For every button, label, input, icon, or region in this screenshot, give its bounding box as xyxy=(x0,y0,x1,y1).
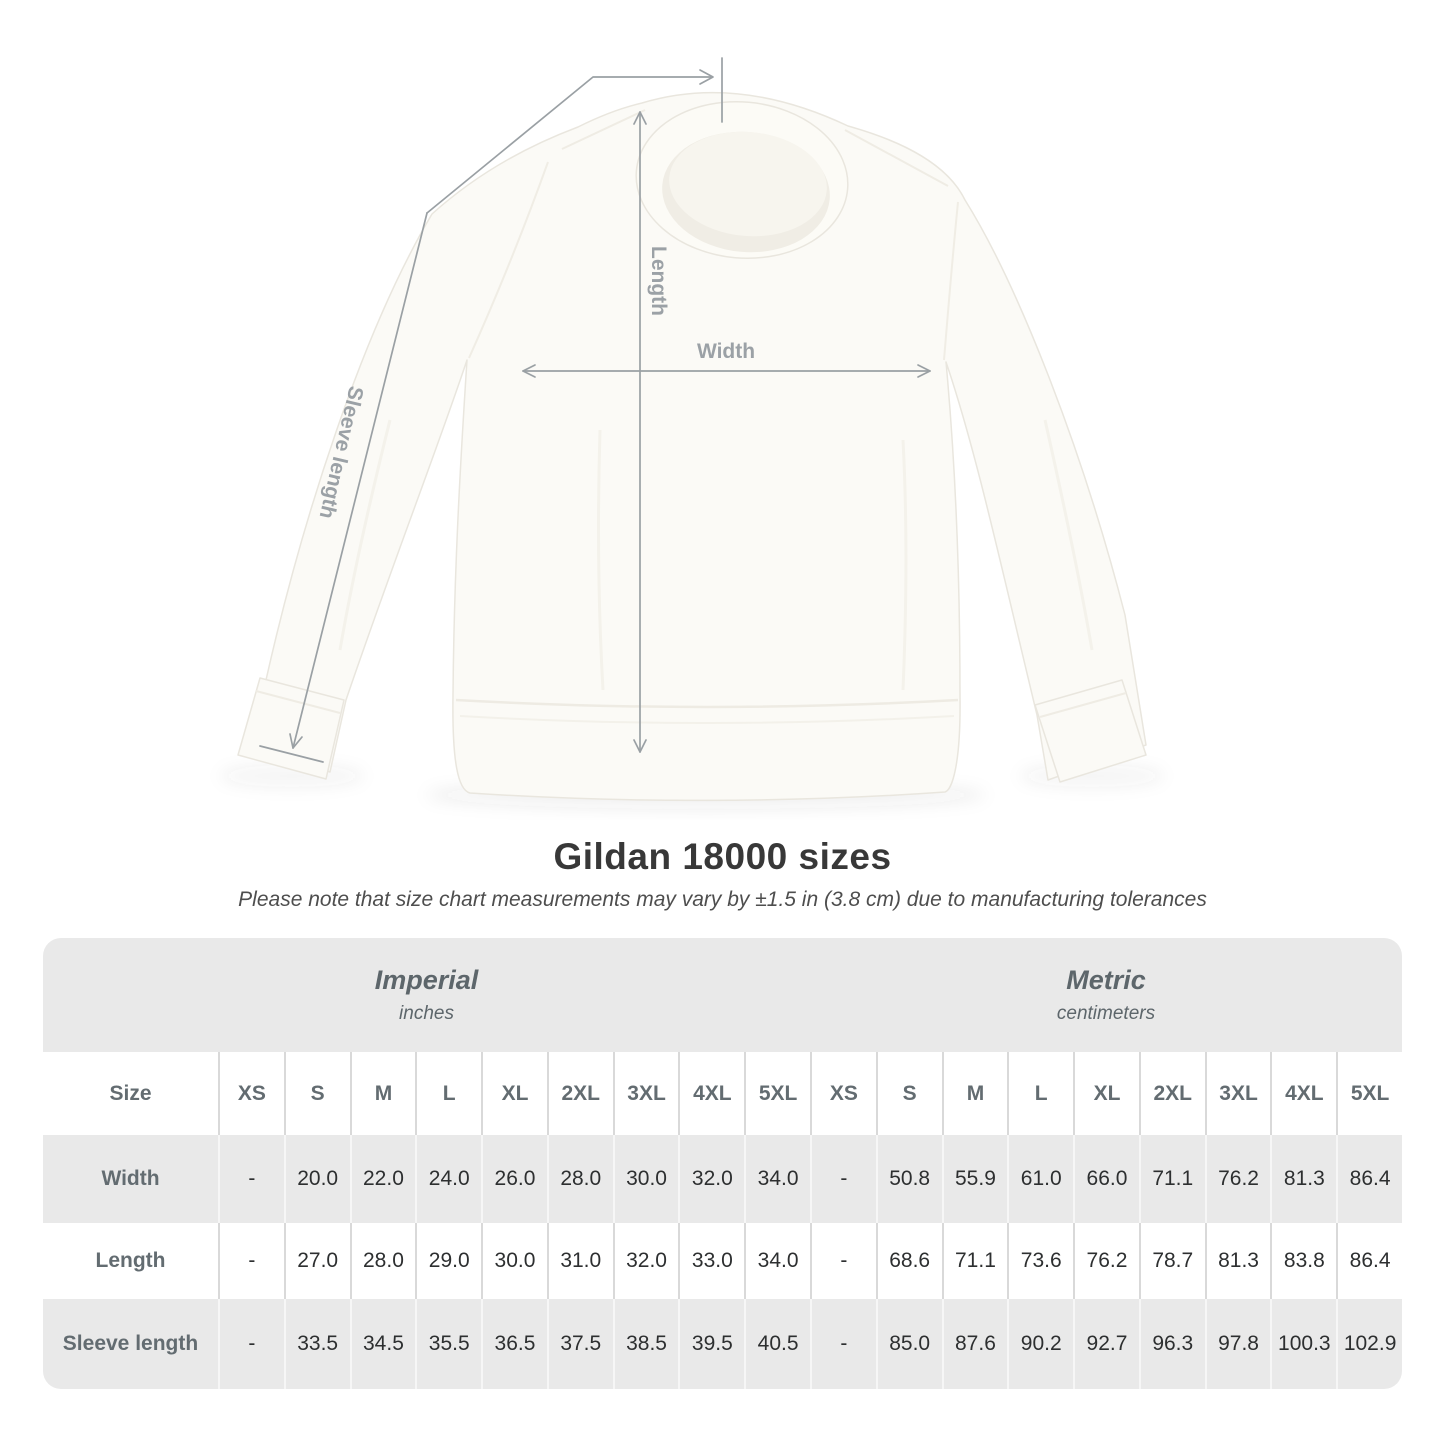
size-column-header-metric-s: S xyxy=(876,1052,942,1135)
value-cell: 76.2 xyxy=(1073,1223,1139,1299)
value-cell: 66.0 xyxy=(1073,1135,1139,1223)
value-cell: 33.5 xyxy=(284,1299,350,1389)
value-cell: - xyxy=(218,1299,284,1389)
value-cell: 31.0 xyxy=(547,1223,613,1299)
size-column-header-imperial-xl: XL xyxy=(481,1052,547,1135)
value-cell: 68.6 xyxy=(876,1223,942,1299)
value-cell: 32.0 xyxy=(613,1223,679,1299)
value-cell: 76.2 xyxy=(1205,1135,1271,1223)
length-label: Length xyxy=(647,246,670,316)
size-column-header-imperial-3xl: 3XL xyxy=(613,1052,679,1135)
size-table xyxy=(43,938,1402,1389)
value-cell: 86.4 xyxy=(1336,1135,1402,1223)
value-cell: 38.5 xyxy=(613,1299,679,1389)
metric-section-header xyxy=(810,938,1402,1052)
row-label: Length xyxy=(43,1223,218,1299)
value-cell: 30.0 xyxy=(613,1135,679,1223)
value-cell: 87.6 xyxy=(942,1299,1008,1389)
size-column-header-metric-xl: XL xyxy=(1073,1052,1139,1135)
value-cell: 86.4 xyxy=(1336,1223,1402,1299)
value-cell: 40.5 xyxy=(744,1299,810,1389)
value-cell: 71.1 xyxy=(1139,1135,1205,1223)
page-title: Gildan 18000 sizes xyxy=(553,836,892,877)
size-column-header-metric-2xl: 2XL xyxy=(1139,1052,1205,1135)
size-column-header-metric-3xl: 3XL xyxy=(1205,1052,1271,1135)
sleeve-length-label: Sleeve length xyxy=(314,383,368,521)
value-cell: - xyxy=(218,1223,284,1299)
value-cell: 34.5 xyxy=(350,1299,416,1389)
value-cell: 100.3 xyxy=(1270,1299,1336,1389)
value-cell: 29.0 xyxy=(415,1223,481,1299)
value-cell: 35.5 xyxy=(415,1299,481,1389)
value-cell: 26.0 xyxy=(481,1135,547,1223)
value-cell: - xyxy=(810,1223,876,1299)
value-cell: 83.8 xyxy=(1270,1223,1336,1299)
value-cell: 81.3 xyxy=(1205,1223,1271,1299)
value-cell: 20.0 xyxy=(284,1135,350,1223)
size-column-header-imperial-4xl: 4XL xyxy=(678,1052,744,1135)
value-cell: 39.5 xyxy=(678,1299,744,1389)
value-cell: 28.0 xyxy=(350,1223,416,1299)
size-column-header-metric-5xl: 5XL xyxy=(1336,1052,1402,1135)
width-label: Width xyxy=(696,340,756,363)
value-cell: 81.3 xyxy=(1270,1135,1336,1223)
value-cell: 71.1 xyxy=(942,1223,1008,1299)
row-label: Width xyxy=(43,1135,218,1223)
tolerance-note: Please note that size chart measurements may vary by ±1.5 in (3.8 cm) due to manufacturing tolerances xyxy=(238,888,1207,911)
value-cell: - xyxy=(218,1135,284,1223)
value-cell: 55.9 xyxy=(942,1135,1008,1223)
value-cell: 22.0 xyxy=(350,1135,416,1223)
value-cell: 96.3 xyxy=(1139,1299,1205,1389)
size-column-header-imperial-5xl: 5XL xyxy=(744,1052,810,1135)
size-column-header-imperial-2xl: 2XL xyxy=(547,1052,613,1135)
row-label: Sleeve length xyxy=(43,1299,218,1389)
value-cell: 27.0 xyxy=(284,1223,350,1299)
value-cell: 24.0 xyxy=(415,1135,481,1223)
value-cell: 78.7 xyxy=(1139,1223,1205,1299)
section-unit: centimeters xyxy=(1056,1003,1156,1024)
section-name: Metric xyxy=(1066,965,1146,995)
size-column-header-metric-4xl: 4XL xyxy=(1270,1052,1336,1135)
sweatshirt-graphic xyxy=(238,93,1146,801)
imperial-section-header xyxy=(43,938,810,1052)
value-cell: 102.9 xyxy=(1336,1299,1402,1389)
value-cell: 73.6 xyxy=(1007,1223,1073,1299)
size-column-header-metric-l: L xyxy=(1007,1052,1073,1135)
value-cell: 85.0 xyxy=(876,1299,942,1389)
size-column-header-imperial-l: L xyxy=(415,1052,481,1135)
value-cell: 30.0 xyxy=(481,1223,547,1299)
section-name: Imperial xyxy=(374,965,479,995)
value-cell: - xyxy=(810,1299,876,1389)
value-cell: 32.0 xyxy=(678,1135,744,1223)
value-cell: - xyxy=(810,1135,876,1223)
value-cell: 90.2 xyxy=(1007,1299,1073,1389)
size-column-header-imperial-m: M xyxy=(350,1052,416,1135)
section-unit: inches xyxy=(399,1003,454,1024)
value-cell: 34.0 xyxy=(744,1223,810,1299)
size-column-header-metric-xs: XS xyxy=(810,1052,876,1135)
value-cell: 50.8 xyxy=(876,1135,942,1223)
value-cell: 97.8 xyxy=(1205,1299,1271,1389)
value-cell: 36.5 xyxy=(481,1299,547,1389)
size-column-header-metric-m: M xyxy=(942,1052,1008,1135)
value-cell: 33.0 xyxy=(678,1223,744,1299)
value-cell: 28.0 xyxy=(547,1135,613,1223)
size-column-header-imperial-xs: XS xyxy=(218,1052,284,1135)
size-column-header-imperial-s: S xyxy=(284,1052,350,1135)
value-cell: 61.0 xyxy=(1007,1135,1073,1223)
value-cell: 92.7 xyxy=(1073,1299,1139,1389)
size-corner-header: Size xyxy=(43,1052,218,1135)
value-cell: 37.5 xyxy=(547,1299,613,1389)
value-cell: 34.0 xyxy=(744,1135,810,1223)
